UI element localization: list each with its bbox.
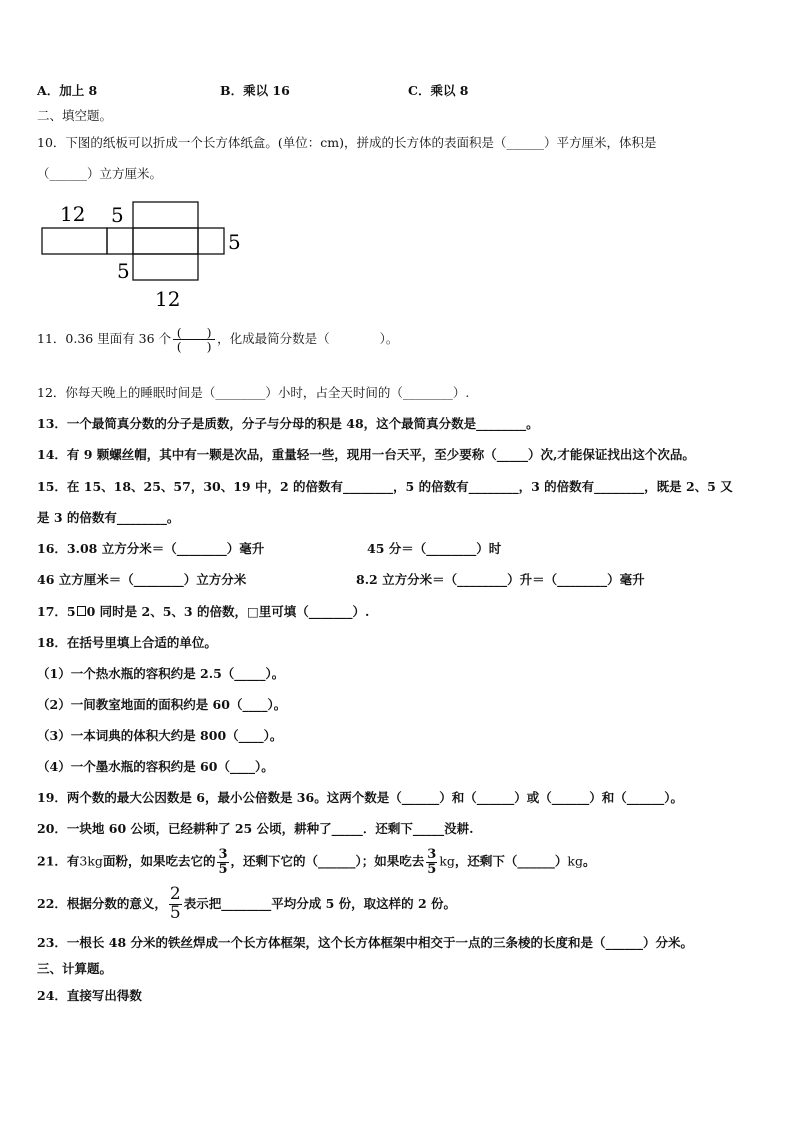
question-10-line-1: 10．下图的纸板可以折成一个长方体纸盒。(单位：cm)，拼成的长方体的表面积是（______）平方厘米，体积是 <box>37 135 657 150</box>
fraction-numerator: 3 <box>218 847 228 862</box>
box-net-diagram <box>40 196 250 312</box>
question-18-item-3: （3）一本词典的体积大约是 800（____）。 <box>37 728 283 743</box>
flour-amount: 3kg <box>79 853 103 869</box>
question-15-line-1: 15．在 15、18、25、57，30、19 中，2 的倍数有________，5 的倍数有________，3 的倍数有________，既是 2、5 又 <box>37 479 733 494</box>
option-c: C．乘以 8 <box>408 83 469 98</box>
question-21 <box>37 848 596 876</box>
question-19: 19．两个数的最大公因数是 6，最小公倍数是 36。这两个数是（______）和（______）或（______）和（______）。 <box>37 790 683 805</box>
fraction-denominator: 5 <box>169 902 181 923</box>
question-17-tail: 0 同时是 2、5、3 的倍数，□里可填（_______）. <box>86 604 370 619</box>
question-17 <box>37 606 369 619</box>
fraction-denominator: 5 <box>427 861 437 877</box>
diagram-label-5-top: 5 <box>111 203 124 227</box>
option-b: B．乘以 16 <box>220 83 290 98</box>
question-16-a: 16．3.08 立方分米＝（________）毫升 <box>37 541 265 556</box>
diagram-label-12-bottom: 12 <box>155 287 181 311</box>
question-15-line-2: 是 3 的倍数有________。 <box>37 510 180 525</box>
fraction-numerator: 3 <box>427 847 437 862</box>
question-20: 20．一块地 60 公顷，已经耕种了 25 公顷，耕种了_____．还剩下_____没耕. <box>37 821 474 836</box>
question-21-part-1: 面粉，如果吃去它的 <box>102 853 216 869</box>
question-24: 24．直接写出得数 <box>37 988 142 1003</box>
question-10-line-2: （______）立方厘米。 <box>37 166 163 181</box>
question-16-c: 46 立方厘米＝（________）立方分米 <box>37 572 247 587</box>
unit-kg-2: kg <box>567 853 583 869</box>
section-title-calculation: 三、计算题。 <box>37 961 113 976</box>
question-11 <box>37 326 398 353</box>
question-18-item-2: （2）一间教室地面的面积约是 60（____）。 <box>37 697 287 712</box>
fraction-denominator-blank: ( ) <box>176 339 212 355</box>
diagram-label-12-top: 12 <box>60 202 86 226</box>
question-21-part-2: ，还剩下它的（______）；如果吃去 <box>230 853 425 869</box>
fraction-numerator-blank: ( ) <box>176 325 212 340</box>
question-12: 12．你每天晚上的睡眠时间是（________）小时，占全天时间的（________）. <box>37 385 470 400</box>
question-13: 13．一个最简真分数的分子是质数，分子与分母的积是 48，这个最简真分数是________。 <box>37 416 539 431</box>
question-14: 14．有 9 颗螺丝帽，其中有一颗是次品，重量轻一些，现用一台天平，至少要称（_____）次,才能保证找出这个次品。 <box>37 447 695 462</box>
blank-square-icon <box>77 606 86 616</box>
fraction-denominator: 5 <box>218 861 228 877</box>
question-23: 23．一根长 48 分米的铁丝焊成一个长方体框架，这个长方体框架中相交于一点的三条棱的长度和是（______）分米。 <box>37 935 693 950</box>
fraction-numerator: 2 <box>169 884 181 904</box>
option-a: A．加上 8 <box>37 83 98 98</box>
question-22-tail: 表示把________平均分成 5 份，取这样的 2 份。 <box>183 895 457 911</box>
question-16-d: 8.2 立方分米＝（________）升＝（________）毫升 <box>356 572 645 587</box>
fraction-three-fifths <box>217 848 228 876</box>
question-21-end: 。 <box>582 853 596 869</box>
question-18-item-4: （4）一个墨水瓶的容积约是 60（____）。 <box>37 759 274 774</box>
fraction-three-fifths-kg <box>426 848 437 876</box>
question-18-title: 18．在括号里填上合适的单位。 <box>37 635 217 650</box>
question-21-part-3: ，还剩下（______） <box>454 853 568 869</box>
question-11-text: 11．0.36 里面有 36 个 <box>37 331 172 347</box>
fraction-two-fifths <box>169 886 182 923</box>
diagram-label-5-bottom: 5 <box>117 259 130 283</box>
question-22-text: 22．根据分数的意义， <box>37 895 167 911</box>
question-22 <box>37 886 456 923</box>
question-18-item-1: （1）一个热水瓶的容积约是 2.5（_____）。 <box>37 666 285 681</box>
question-21-text: 21．有 <box>37 853 80 869</box>
question-11-fraction <box>173 326 215 353</box>
question-16-b: 45 分＝（________）时 <box>367 541 502 556</box>
question-17-text: 17．5 <box>37 604 76 619</box>
question-11-tail: ，化成最简分数是（ ）。 <box>217 331 399 347</box>
diagram-label-5-right: 5 <box>228 230 241 254</box>
section-title-fill-in: 二、填空题。 <box>37 108 113 123</box>
unit-kg: kg <box>439 853 455 869</box>
